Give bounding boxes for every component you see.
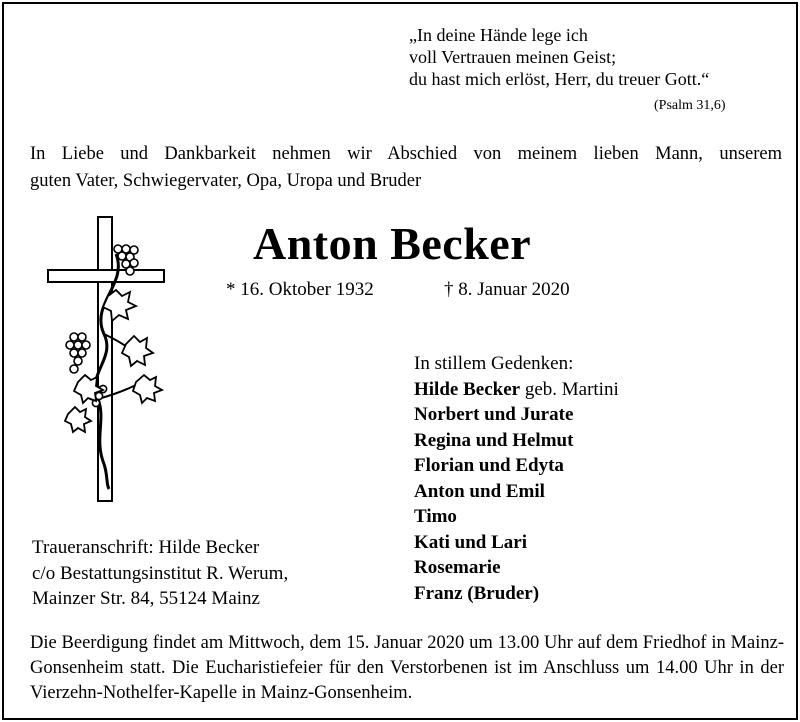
mourner-name: Hilde Becker — [414, 378, 521, 400]
mourner-entry: Anton und Emil — [414, 480, 545, 502]
verse-line: „In deine Hände lege ich — [409, 25, 588, 45]
funeral-details: Die Beerdigung findet am Mittwoch, dem 15. Januar 2020 um 13.00 Uhr auf dem Friedhof in Mainz-Gonsenheim statt. Die Eucharistiefeier für den Verstorbenen ist im Anschluss um 14.00 Uhr in der Vierzehn-Nothelfer-Kapelle in Mainz-Gonsenheim. — [30, 633, 784, 703]
address-line: c/o Bestattungsinstitut R. Werum, — [32, 562, 289, 584]
mourner-entry: Rosemarie — [414, 557, 501, 578]
verse-line: du hast mich erlöst, Herr, du treuer Gott.“ — [409, 69, 710, 89]
cross-with-grapevine-icon — [46, 214, 168, 504]
mourner-maiden-name: geb. Martini — [520, 378, 619, 400]
birth-date: * 16. Oktober 1932 — [226, 279, 374, 300]
verse-line: voll Vertrauen meinen Geist; — [409, 47, 617, 67]
mourner-entry: Timo — [414, 506, 457, 527]
address-line: Mainzer Str. 84, 55124 Mainz — [32, 588, 260, 609]
obituary-notice — [2, 2, 798, 720]
mourner-entry: Regina und Helmut — [414, 429, 574, 451]
mourner-entry — [414, 377, 619, 403]
mourner-entry: Kati und Lari — [414, 531, 527, 553]
address-line: Traueranschrift: Hilde Becker — [32, 537, 260, 558]
mourner-entry: Franz (Bruder) — [414, 582, 540, 604]
mourners-heading: In stillem Gedenken: — [414, 353, 574, 374]
intro-line-2: guten Vater, Schwiegervater, Opa, Uropa und Bruder — [30, 171, 422, 191]
mourner-entry: Florian und Edyta — [414, 455, 564, 476]
death-date: † 8. Januar 2020 — [444, 279, 570, 300]
mourners-list — [414, 351, 619, 606]
psalm-reference: (Psalm 31,6) — [654, 98, 726, 113]
intro-text — [30, 141, 782, 195]
mourning-address — [32, 535, 288, 612]
mourner-entry: Norbert und Jurate — [414, 404, 574, 425]
psalm-verse — [409, 24, 709, 90]
deceased-name: Anton Becker — [253, 218, 532, 269]
intro-line-1: In Liebe und Dankbarkeit nehmen wir Abschied von meinem lieben Mann, unserem — [30, 144, 782, 164]
